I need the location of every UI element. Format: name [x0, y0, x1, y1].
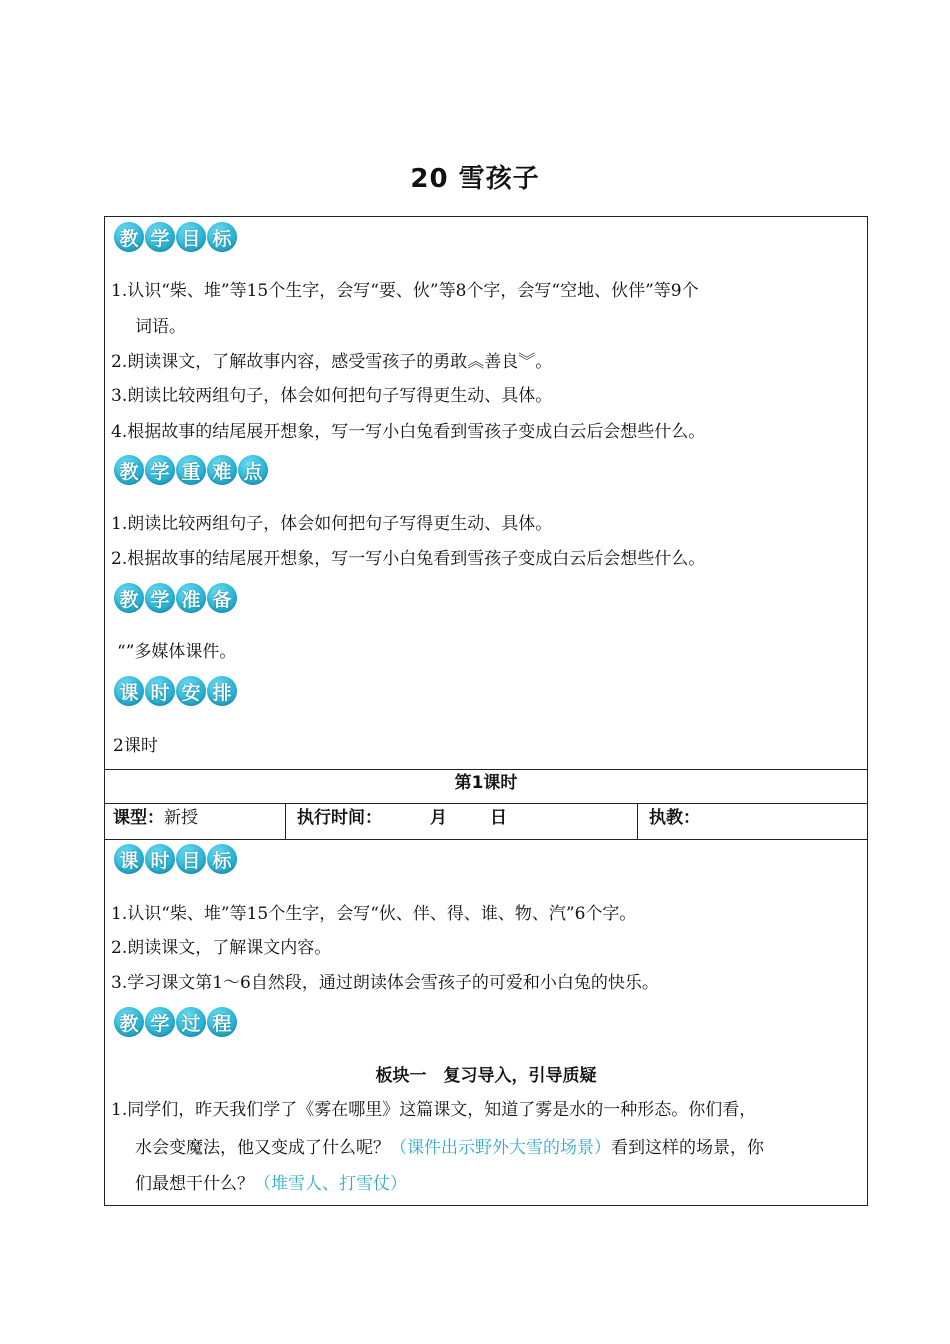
badge-char: 准: [176, 583, 206, 613]
badge-char: 教: [114, 222, 144, 252]
badge-char: 学: [145, 455, 175, 485]
execution-time-cell: [297, 807, 382, 829]
badge-char: 时: [145, 844, 175, 874]
badge-char: 备: [207, 583, 237, 613]
badge-char: 教: [114, 455, 144, 485]
section-badge-schedule: [114, 676, 237, 706]
goal-item-1-cont: 词语。: [135, 317, 186, 337]
badge-char: 目: [176, 222, 206, 252]
answer-note: （堆雪人、打雪仗）: [254, 1174, 407, 1194]
lesson-goal-3: 3.学习课文第1～6自然段，通过朗读体会雪孩子的可爱和小白兔的快乐。: [111, 973, 659, 993]
process-paragraph-1-cont: [135, 1137, 764, 1159]
lesson-goal-2: 2.朗读课文，了解课文内容。: [111, 938, 332, 958]
section-heading: 板块一 复习导入，引导质疑: [375, 1066, 597, 1086]
lesson-plan-table: [104, 216, 868, 1206]
process-paragraph-1-end: [135, 1173, 407, 1195]
badge-char: 课: [114, 676, 144, 706]
month-label: 月: [430, 808, 447, 828]
goal-item-1: 1.认识“柴、堆”等15个生字，会写“要、伙”等8个字，会写“空地、伙伴”等9个: [111, 281, 699, 301]
badge-char: 过: [176, 1007, 206, 1037]
row-divider: [105, 839, 867, 840]
section-badge-process: [114, 1007, 237, 1037]
lesson-type-cell: [113, 807, 198, 829]
section-badge-key-points: [114, 455, 268, 485]
badge-char: 学: [145, 222, 175, 252]
process-paragraph-1: 1.同学们，昨天我们学了《雾在哪里》这篇课文，知道了雾是水的一种形态。你们看，: [111, 1100, 757, 1120]
goal-item-3: 3.朗读比较两组句子，体会如何把句子写得更生动、具体。: [111, 386, 553, 406]
key-point-1: 1.朗读比较两组句子，体会如何把句子写得更生动、具体。: [111, 514, 553, 534]
badge-char: 标: [207, 844, 237, 874]
col-divider: [285, 803, 286, 839]
goal-item-2: 2.朗读课文，了解故事内容，感受雪孩子的勇敢︽善良︾。: [111, 352, 553, 372]
execution-time-label: 执行时间：: [297, 808, 382, 828]
badge-char: 点: [238, 455, 268, 485]
badge-char: 教: [114, 583, 144, 613]
row-divider: [105, 769, 867, 770]
lesson-type-label: 课型：: [113, 808, 164, 828]
schedule-text: 2课时: [113, 736, 158, 756]
col-divider: [637, 803, 638, 839]
badge-char: 学: [145, 1007, 175, 1037]
badge-char: 时: [145, 676, 175, 706]
badge-char: 排: [207, 676, 237, 706]
key-point-2: 2.根据故事的结尾展开想象，写一写小白兔看到雪孩子变成白云后会想些什么。: [111, 549, 706, 569]
badge-char: 课: [114, 844, 144, 874]
paragraph-text: 看到这样的场景，你: [611, 1138, 764, 1158]
paragraph-text: 水会变魔法，他又变成了什么呢？: [135, 1138, 390, 1158]
badge-char: 程: [207, 1007, 237, 1037]
page-title: 20 雪孩子: [410, 164, 540, 194]
lesson-goal-1: 1.认识“柴、堆”等15个生字，会写“伙、伴、得、谁、物、汽”6个字。: [111, 904, 637, 924]
section-badge-teaching-goals: [114, 222, 237, 252]
courseware-note: （课件出示野外大雪的场景）: [390, 1138, 611, 1158]
goal-item-4: 4.根据故事的结尾展开想象，写一写小白兔看到雪孩子变成白云后会想些什么。: [111, 422, 706, 442]
teacher-label: 执教：: [649, 808, 700, 828]
section-badge-lesson-goals: [114, 844, 237, 874]
paragraph-text: 们最想干什么？: [135, 1174, 254, 1194]
day-label: 日: [490, 808, 507, 828]
badge-char: 标: [207, 222, 237, 252]
badge-char: 难: [207, 455, 237, 485]
badge-char: 安: [176, 676, 206, 706]
badge-char: 重: [176, 455, 206, 485]
row-divider: [105, 803, 867, 804]
badge-char: 目: [176, 844, 206, 874]
section-badge-preparation: [114, 583, 237, 613]
preparation-text: “”多媒体课件。: [117, 642, 237, 662]
badge-char: 教: [114, 1007, 144, 1037]
badge-char: 学: [145, 583, 175, 613]
lesson-heading: 第1课时: [454, 773, 518, 793]
lesson-type-value: 新授: [164, 808, 198, 828]
